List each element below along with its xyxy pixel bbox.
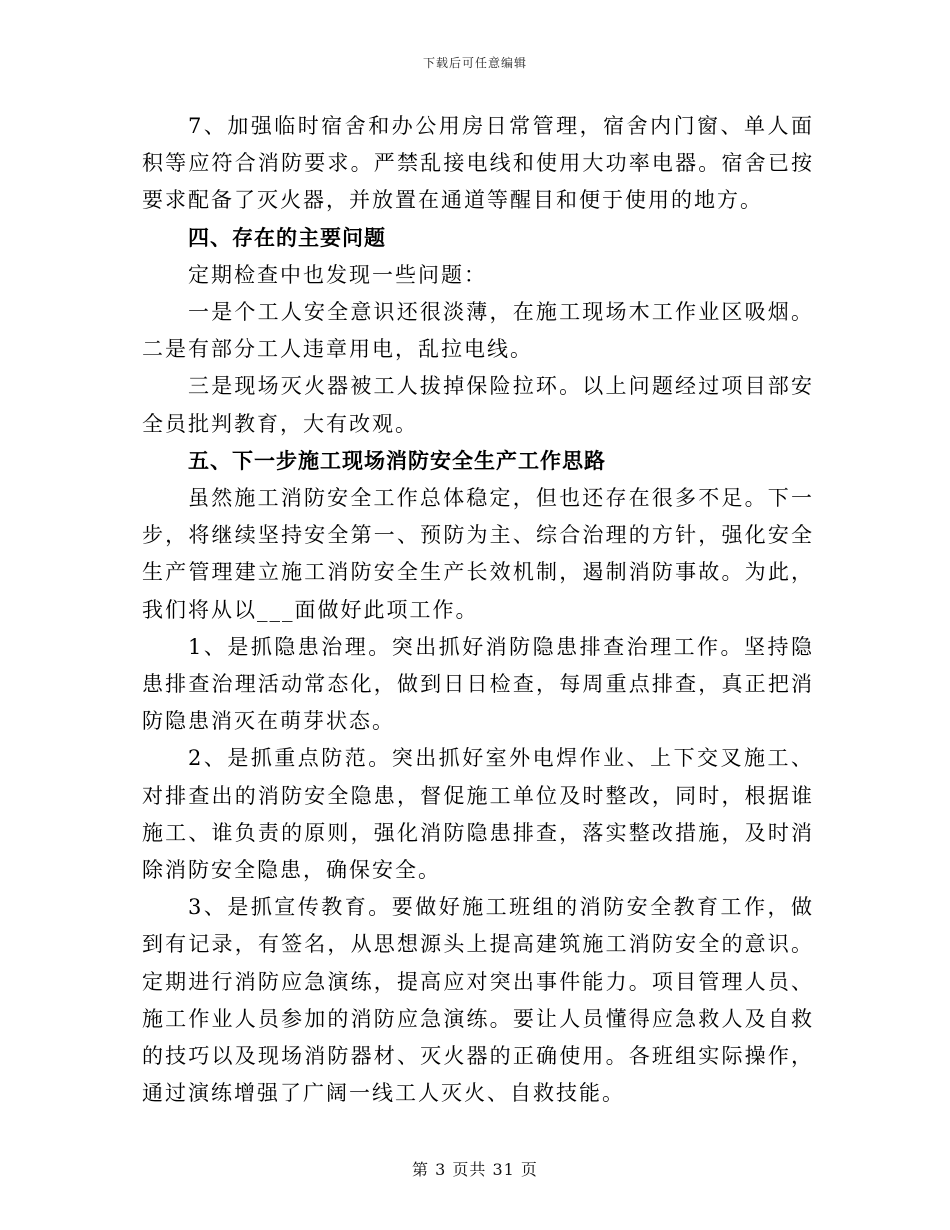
paragraph-problem-three: 三是现场灭火器被工人拔掉保险拉环。以上问题经过项目部安全员批判教育，大有改观。: [142, 374, 814, 436]
paragraph-step-1-hazards: 1、是抓隐患治理。突出抓好消防隐患排查治理工作。坚持隐患排查治理活动常态化，做到日日检查，每周重点排查，真正把消防隐患消灭在萌芽状态。: [142, 634, 814, 734]
document-body: [142, 108, 814, 1112]
paragraph-problems-intro: 定期检查中也发现一些问题：: [188, 262, 487, 287]
paragraph-item-7-dormitory: 7、加强临时宿舍和办公用房日常管理，宿舍内门窗、单人面积等应符合消防要求。严禁乱接电线和使用大功率电器。宿舍已按要求配备了灭火器，并放置在通道等醒目和便于使用的地方。: [142, 114, 814, 213]
page-header: 下载后可任意编辑: [422, 56, 527, 70]
page-number-footer: 第 3 页共 31 页: [412, 1160, 538, 1179]
section-heading-next-steps: 五、下一步施工现场消防安全生产工作思路: [188, 448, 606, 473]
section-heading-main-problems: 四、存在的主要问题: [188, 225, 386, 250]
paragraph-step-3-education: 3、是抓宣传教育。要做好施工班组的消防安全教育工作，做到有记录，有签名，从思想源头上提高建筑施工消防安全的意识。定期进行消防应急演练，提高应对突出事件能力。项目管理人员、施工作业人员参加的消防应急演练。要让人员懂得应急救人及自救的技巧以及现场消防器材、灭火器的正确使用。各班组实际操作，通过演练增强了广阔一线工人灭火、自救技能。: [142, 895, 814, 1106]
paragraph-next-steps-intro: 虽然施工消防安全工作总体稳定，但也还存在很多不足。下一步，将继续坚持安全第一、预防为主、综合治理的方针，强化安全生产管理建立施工消防安全生产长效机制，遏制消防事故。为此，我们将从以___面做好此项工作。: [142, 486, 814, 622]
paragraph-problem-one-two: 一是个工人安全意识还很淡薄，在施工现场木工作业区吸烟。二是有部分工人违章用电，乱拉电线。: [142, 300, 814, 362]
paragraph-step-2-prevention: 2、是抓重点防范。突出抓好室外电焊作业、上下交叉施工、对排查出的消防安全隐患，督促施工单位及时整改，同时，根据谁施工、谁负责的原则，强化消防隐患排查，落实整改措施，及时消除消防安全隐患，确保安全。: [142, 746, 814, 883]
